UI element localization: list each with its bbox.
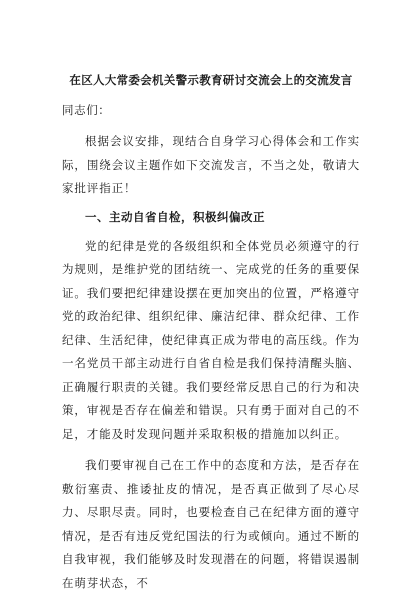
document-title: 在区人大常委会机关警示教育研讨交流会上的交流发言 bbox=[69, 73, 353, 87]
body-paragraph-2: 我们要审视自己在工作中的态度和方法，是否存在敷衍塞责、推诿扯皮的情况，是否真正做到了尽心尽力、尽职尽责。同时，也要检查自己在纪律方面的遵守情况，是否有违反党纪国法的行为或倾向。通过不断的自我审视，我们能够及时发现潜在的问题，将错误遏制在萌芽状态，不 bbox=[62, 458, 360, 590]
body-paragraph-1: 党的纪律是党的各级组织和全体党员必须遵守的行为规则，是维护党的团结统一、完成党的任务的重要保证。我们要把纪律建设摆在更加突出的位置，严格遵守党的政治纪律、组织纪律、廉洁纪律、群众纪律、工作纪律、生活纪律，使纪律真正成为带电的高压线。作为一名党员干部主动进行自省自检是我们保持清醒头脑、正确履行职责的关键。我们要经常反思自己的行为和决策，审视是否存在偏差和错误。只有勇于面对自己的不足，才能及时发现问题并采取积极的措施加以纠正。 bbox=[62, 238, 360, 441]
section-heading: 一、主动自省自检，积极纠偏改正 bbox=[85, 209, 265, 224]
intro-paragraph: 根据会议安排，现结合自身学习心得体会和工作实际，围绕会议主题作如下交流发言，不当之处，敬请大家批评指正！ bbox=[62, 134, 360, 195]
salutation: 同志们： bbox=[62, 103, 111, 117]
